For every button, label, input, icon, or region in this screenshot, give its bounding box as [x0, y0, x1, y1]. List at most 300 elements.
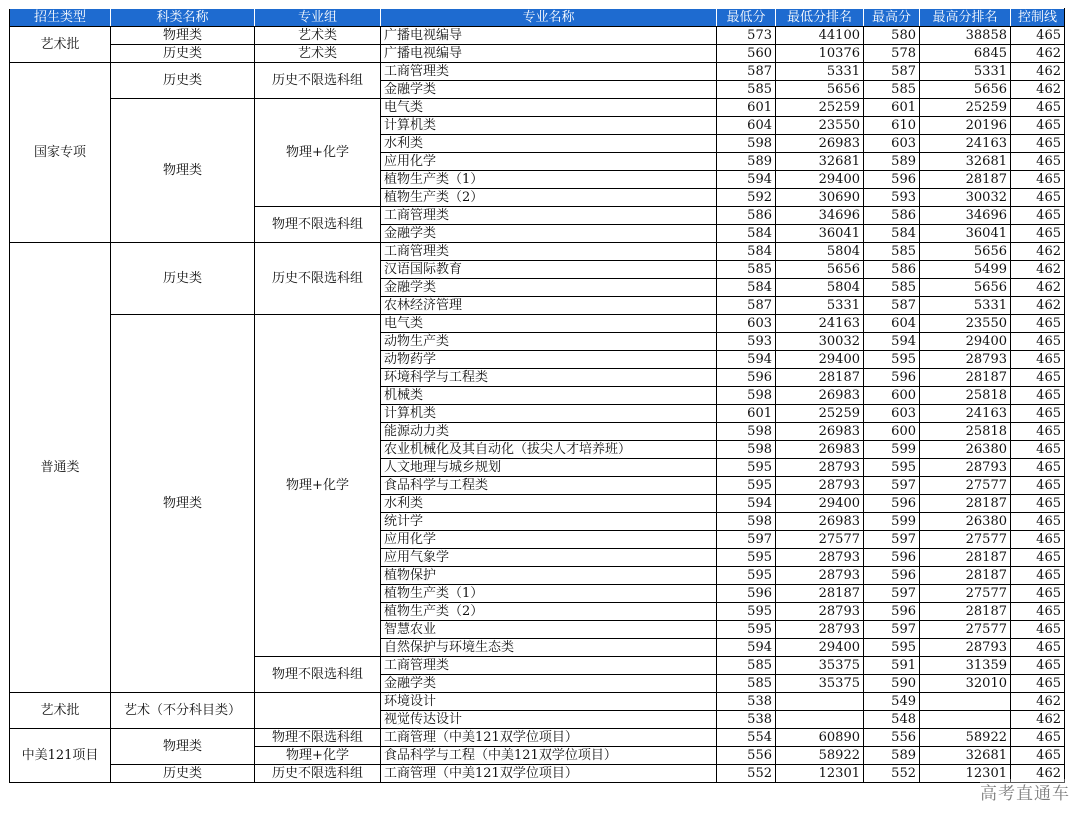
admission-scores-table: [9, 8, 1065, 783]
cell-min-score: 594: [717, 495, 776, 513]
cell-major-name: 广播电视编导: [381, 27, 717, 45]
cell-min-rank: 26983: [776, 423, 864, 441]
cell-major-group: 物理+化学: [255, 315, 381, 657]
cell-min-score: 585: [717, 81, 776, 99]
cell-major-name: 工商管理类: [381, 243, 717, 261]
cell-min-score: 598: [717, 135, 776, 153]
cell-max-score: 552: [864, 765, 920, 783]
cell-control-line: 465: [1011, 675, 1065, 693]
cell-major-name: 计算机类: [381, 405, 717, 423]
cell-max-score: 589: [864, 747, 920, 765]
cell-control-line: 465: [1011, 117, 1065, 135]
cell-major-name: 金融学类: [381, 81, 717, 99]
cell-max-rank: 6845: [920, 45, 1011, 63]
cell-max-score: 594: [864, 333, 920, 351]
cell-max-rank: 34696: [920, 207, 1011, 225]
cell-min-rank: 29400: [776, 351, 864, 369]
cell-min-rank: 28187: [776, 585, 864, 603]
cell-max-rank: 27577: [920, 621, 1011, 639]
table-row: [10, 99, 1065, 117]
cell-admission-type: 艺术批: [10, 27, 111, 63]
cell-major-name: 动物生产类: [381, 333, 717, 351]
cell-max-rank: 28793: [920, 639, 1011, 657]
cell-max-score: 596: [864, 369, 920, 387]
cell-min-score: 595: [717, 477, 776, 495]
cell-major-name: 自然保护与环境生态类: [381, 639, 717, 657]
cell-max-rank: 28793: [920, 459, 1011, 477]
cell-max-score: 556: [864, 729, 920, 747]
cell-max-score: 597: [864, 477, 920, 495]
cell-admission-type: 中美121项目: [10, 729, 111, 783]
cell-max-score: 600: [864, 387, 920, 405]
cell-major-group: 物理不限选科组: [255, 657, 381, 693]
cell-subject-category: 历史类: [111, 63, 255, 99]
cell-min-score: 595: [717, 621, 776, 639]
cell-control-line: 465: [1011, 423, 1065, 441]
table-row: [10, 27, 1065, 45]
cell-max-rank: 23550: [920, 315, 1011, 333]
cell-max-rank: 5499: [920, 261, 1011, 279]
cell-major-name: 工商管理（中美121双学位项目）: [381, 765, 717, 783]
cell-min-score: 595: [717, 603, 776, 621]
cell-major-name: 金融学类: [381, 279, 717, 297]
cell-max-rank: 5656: [920, 243, 1011, 261]
cell-major-name: 水利类: [381, 495, 717, 513]
header-min-score: 最低分: [717, 9, 776, 27]
cell-control-line: 465: [1011, 459, 1065, 477]
cell-min-score: 595: [717, 567, 776, 585]
cell-major-name: 植物生产类（2）: [381, 189, 717, 207]
cell-control-line: 465: [1011, 99, 1065, 117]
cell-max-rank: 28187: [920, 549, 1011, 567]
cell-min-score: 604: [717, 117, 776, 135]
cell-max-score: 596: [864, 549, 920, 567]
cell-major-name: 能源动力类: [381, 423, 717, 441]
cell-max-score: 596: [864, 171, 920, 189]
cell-min-score: 596: [717, 369, 776, 387]
cell-min-score: 594: [717, 639, 776, 657]
cell-major-name: 工商管理类: [381, 207, 717, 225]
cell-min-rank: 26983: [776, 387, 864, 405]
cell-major-name: 计算机类: [381, 117, 717, 135]
cell-control-line: 462: [1011, 81, 1065, 99]
cell-max-rank: 24163: [920, 405, 1011, 423]
cell-major-name: 机械类: [381, 387, 717, 405]
cell-min-rank: 25259: [776, 99, 864, 117]
cell-min-rank: 29400: [776, 639, 864, 657]
cell-major-name: 电气类: [381, 99, 717, 117]
cell-major-name: 工商管理类: [381, 63, 717, 81]
cell-major-name: 植物保护: [381, 567, 717, 585]
cell-max-rank: 28793: [920, 351, 1011, 369]
cell-control-line: 465: [1011, 495, 1065, 513]
cell-max-rank: 20196: [920, 117, 1011, 135]
cell-major-name: 应用气象学: [381, 549, 717, 567]
cell-min-score: 596: [717, 585, 776, 603]
cell-min-score: 584: [717, 243, 776, 261]
cell-min-rank: 28793: [776, 603, 864, 621]
cell-min-rank: 58922: [776, 747, 864, 765]
cell-min-rank: 5656: [776, 261, 864, 279]
cell-min-rank: 12301: [776, 765, 864, 783]
header-max-rank: 最高分排名: [920, 9, 1011, 27]
cell-major-name: 应用化学: [381, 531, 717, 549]
cell-min-rank: 26983: [776, 513, 864, 531]
cell-min-score: 554: [717, 729, 776, 747]
cell-min-rank: 26983: [776, 441, 864, 459]
cell-min-rank: 23550: [776, 117, 864, 135]
cell-control-line: 465: [1011, 207, 1065, 225]
header-min-rank: 最低分排名: [776, 9, 864, 27]
cell-control-line: 465: [1011, 171, 1065, 189]
header-subject-category: 科类名称: [111, 9, 255, 27]
cell-control-line: 462: [1011, 279, 1065, 297]
cell-control-line: 465: [1011, 27, 1065, 45]
cell-min-score: 594: [717, 171, 776, 189]
cell-max-score: 597: [864, 585, 920, 603]
cell-min-rank: 28793: [776, 477, 864, 495]
cell-max-score: 590: [864, 675, 920, 693]
cell-max-score: 580: [864, 27, 920, 45]
cell-major-name: 食品科学与工程（中美121双学位项目）: [381, 747, 717, 765]
cell-min-score: 589: [717, 153, 776, 171]
cell-max-rank: 12301: [920, 765, 1011, 783]
cell-max-score: 601: [864, 99, 920, 117]
cell-subject-category: 物理类: [111, 27, 255, 45]
cell-subject-category: 艺术（不分科目类）: [111, 693, 255, 729]
table-row: [10, 693, 1065, 711]
cell-min-rank: 28793: [776, 549, 864, 567]
cell-major-name: 植物生产类（1）: [381, 171, 717, 189]
cell-max-rank: 58922: [920, 729, 1011, 747]
cell-control-line: 465: [1011, 639, 1065, 657]
cell-major-name: 金融学类: [381, 675, 717, 693]
cell-control-line: 465: [1011, 351, 1065, 369]
cell-major-name: 食品科学与工程类: [381, 477, 717, 495]
cell-subject-category: 历史类: [111, 765, 255, 783]
cell-control-line: 462: [1011, 711, 1065, 729]
cell-max-score: 600: [864, 423, 920, 441]
cell-subject-category: 物理类: [111, 729, 255, 765]
cell-max-score: 597: [864, 531, 920, 549]
cell-admission-type: 国家专项: [10, 63, 111, 243]
cell-max-score: 603: [864, 135, 920, 153]
header-control-line: 控制线: [1011, 9, 1065, 27]
cell-max-score: 584: [864, 225, 920, 243]
cell-min-score: 595: [717, 459, 776, 477]
cell-max-rank: 31359: [920, 657, 1011, 675]
cell-min-rank: 10376: [776, 45, 864, 63]
cell-min-rank: 35375: [776, 657, 864, 675]
cell-major-name: 广播电视编导: [381, 45, 717, 63]
cell-subject-category: 物理类: [111, 315, 255, 693]
cell-major-group: 艺术类: [255, 27, 381, 45]
cell-max-rank: 27577: [920, 585, 1011, 603]
table-row: [10, 729, 1065, 747]
cell-min-score: 594: [717, 351, 776, 369]
cell-control-line: 465: [1011, 657, 1065, 675]
cell-max-rank: 27577: [920, 531, 1011, 549]
cell-control-line: 465: [1011, 567, 1065, 585]
cell-min-score: 601: [717, 99, 776, 117]
cell-major-group: 物理不限选科组: [255, 729, 381, 747]
cell-max-rank: 5656: [920, 81, 1011, 99]
table-row: [10, 45, 1065, 63]
cell-min-rank: 5331: [776, 63, 864, 81]
cell-max-rank: 30032: [920, 189, 1011, 207]
cell-min-score: 573: [717, 27, 776, 45]
cell-min-rank: 5804: [776, 243, 864, 261]
cell-min-score: 595: [717, 549, 776, 567]
cell-max-score: 603: [864, 405, 920, 423]
cell-major-name: 水利类: [381, 135, 717, 153]
cell-admission-type: 艺术批: [10, 693, 111, 729]
cell-min-score: 598: [717, 441, 776, 459]
cell-max-score: 595: [864, 351, 920, 369]
cell-min-rank: 29400: [776, 495, 864, 513]
cell-major-name: 智慧农业: [381, 621, 717, 639]
cell-control-line: 465: [1011, 135, 1065, 153]
cell-major-name: 植物生产类（1）: [381, 585, 717, 603]
cell-max-rank: 5331: [920, 297, 1011, 315]
cell-min-rank: 34696: [776, 207, 864, 225]
cell-max-score: 586: [864, 207, 920, 225]
cell-major-name: 农业机械化及其自动化（拔尖人才培养班）: [381, 441, 717, 459]
cell-max-rank: 25818: [920, 423, 1011, 441]
cell-max-rank: [920, 693, 1011, 711]
table-row: [10, 243, 1065, 261]
cell-max-rank: 25259: [920, 99, 1011, 117]
cell-major-name: 人文地理与城乡规划: [381, 459, 717, 477]
header-major-group: 专业组: [255, 9, 381, 27]
cell-max-rank: 28187: [920, 603, 1011, 621]
cell-max-score: 597: [864, 621, 920, 639]
cell-min-score: 598: [717, 423, 776, 441]
cell-min-score: 593: [717, 333, 776, 351]
header-max-score: 最高分: [864, 9, 920, 27]
cell-min-rank: 24163: [776, 315, 864, 333]
cell-control-line: 462: [1011, 261, 1065, 279]
cell-max-score: 610: [864, 117, 920, 135]
cell-min-rank: 28187: [776, 369, 864, 387]
cell-min-rank: 36041: [776, 225, 864, 243]
cell-min-rank: 5656: [776, 81, 864, 99]
cell-max-score: 548: [864, 711, 920, 729]
cell-subject-category: 历史类: [111, 45, 255, 63]
cell-max-rank: 5331: [920, 63, 1011, 81]
cell-max-score: 589: [864, 153, 920, 171]
cell-min-rank: 27577: [776, 531, 864, 549]
cell-major-name: 环境设计: [381, 693, 717, 711]
watermark-text: 高考直通车: [980, 779, 1070, 804]
cell-admission-type: 普通类: [10, 243, 111, 693]
cell-subject-category: 历史类: [111, 243, 255, 315]
cell-min-score: 585: [717, 675, 776, 693]
header-admission-type: 招生类型: [10, 9, 111, 27]
cell-min-rank: 28793: [776, 567, 864, 585]
cell-max-score: 549: [864, 693, 920, 711]
cell-max-rank: 26380: [920, 513, 1011, 531]
cell-min-score: 585: [717, 261, 776, 279]
cell-max-score: 595: [864, 459, 920, 477]
cell-min-rank: 30032: [776, 333, 864, 351]
cell-major-group: 物理+化学: [255, 99, 381, 207]
cell-control-line: 462: [1011, 693, 1065, 711]
cell-min-score: 586: [717, 207, 776, 225]
cell-major-name: 农林经济管理: [381, 297, 717, 315]
cell-max-rank: 28187: [920, 171, 1011, 189]
cell-max-score: 599: [864, 513, 920, 531]
cell-major-group: [255, 693, 381, 729]
cell-major-group: 历史不限选科组: [255, 63, 381, 99]
cell-max-rank: 32681: [920, 747, 1011, 765]
cell-control-line: 462: [1011, 45, 1065, 63]
cell-control-line: 465: [1011, 333, 1065, 351]
cell-min-score: 592: [717, 189, 776, 207]
table-row: [10, 315, 1065, 333]
cell-max-score: 604: [864, 315, 920, 333]
table-body: [10, 27, 1065, 783]
cell-min-score: 584: [717, 279, 776, 297]
cell-min-rank: [776, 693, 864, 711]
cell-control-line: 462: [1011, 297, 1065, 315]
cell-min-score: 552: [717, 765, 776, 783]
cell-min-rank: [776, 711, 864, 729]
cell-major-name: 工商管理（中美121双学位项目）: [381, 729, 717, 747]
cell-min-rank: 35375: [776, 675, 864, 693]
cell-min-score: 556: [717, 747, 776, 765]
cell-control-line: 465: [1011, 549, 1065, 567]
cell-max-rank: 27577: [920, 477, 1011, 495]
cell-min-score: 538: [717, 693, 776, 711]
cell-major-name: 视觉传达设计: [381, 711, 717, 729]
cell-major-name: 统计学: [381, 513, 717, 531]
cell-max-score: 595: [864, 639, 920, 657]
cell-control-line: 465: [1011, 729, 1065, 747]
cell-control-line: 465: [1011, 405, 1065, 423]
cell-max-score: 591: [864, 657, 920, 675]
cell-max-score: 587: [864, 63, 920, 81]
cell-major-name: 应用化学: [381, 153, 717, 171]
cell-min-score: 587: [717, 63, 776, 81]
cell-min-score: 601: [717, 405, 776, 423]
cell-major-group: 艺术类: [255, 45, 381, 63]
cell-max-score: 596: [864, 603, 920, 621]
cell-max-rank: 36041: [920, 225, 1011, 243]
cell-max-score: 593: [864, 189, 920, 207]
cell-min-rank: 28793: [776, 459, 864, 477]
cell-min-score: 598: [717, 387, 776, 405]
cell-max-rank: 5656: [920, 279, 1011, 297]
cell-major-group: 物理不限选科组: [255, 207, 381, 243]
cell-control-line: 465: [1011, 621, 1065, 639]
cell-max-rank: 28187: [920, 495, 1011, 513]
cell-max-score: 585: [864, 279, 920, 297]
cell-major-group: 物理+化学: [255, 747, 381, 765]
cell-max-rank: 32681: [920, 153, 1011, 171]
cell-min-rank: 32681: [776, 153, 864, 171]
cell-major-name: 植物生产类（2）: [381, 603, 717, 621]
cell-min-rank: 26983: [776, 135, 864, 153]
header-major-name: 专业名称: [381, 9, 717, 27]
cell-major-name: 汉语国际教育: [381, 261, 717, 279]
cell-max-rank: 38858: [920, 27, 1011, 45]
cell-major-name: 工商管理类: [381, 657, 717, 675]
cell-major-group: 历史不限选科组: [255, 765, 381, 783]
cell-min-rank: 5804: [776, 279, 864, 297]
cell-max-score: 586: [864, 261, 920, 279]
cell-min-rank: 5331: [776, 297, 864, 315]
cell-max-score: 578: [864, 45, 920, 63]
cell-major-name: 金融学类: [381, 225, 717, 243]
header-row: [10, 9, 1065, 27]
cell-min-score: 603: [717, 315, 776, 333]
table-row: [10, 765, 1065, 783]
cell-min-score: 598: [717, 513, 776, 531]
cell-max-rank: [920, 711, 1011, 729]
cell-control-line: 465: [1011, 513, 1065, 531]
cell-control-line: 465: [1011, 531, 1065, 549]
cell-control-line: 462: [1011, 63, 1065, 81]
cell-max-score: 596: [864, 567, 920, 585]
cell-min-score: 597: [717, 531, 776, 549]
cell-control-line: 465: [1011, 189, 1065, 207]
table-row: [10, 63, 1065, 81]
cell-control-line: 465: [1011, 387, 1065, 405]
cell-control-line: 465: [1011, 585, 1065, 603]
cell-control-line: 465: [1011, 369, 1065, 387]
cell-control-line: 465: [1011, 225, 1065, 243]
cell-max-rank: 28187: [920, 369, 1011, 387]
cell-max-rank: 29400: [920, 333, 1011, 351]
cell-max-score: 585: [864, 81, 920, 99]
cell-control-line: 465: [1011, 603, 1065, 621]
cell-major-name: 环境科学与工程类: [381, 369, 717, 387]
cell-max-rank: 32010: [920, 675, 1011, 693]
cell-max-score: 599: [864, 441, 920, 459]
cell-min-score: 585: [717, 657, 776, 675]
cell-min-rank: 29400: [776, 171, 864, 189]
cell-min-score: 560: [717, 45, 776, 63]
cell-max-score: 587: [864, 297, 920, 315]
cell-major-name: 动物药学: [381, 351, 717, 369]
cell-max-rank: 25818: [920, 387, 1011, 405]
cell-min-rank: 28793: [776, 621, 864, 639]
cell-max-rank: 26380: [920, 441, 1011, 459]
cell-control-line: 465: [1011, 153, 1065, 171]
cell-min-rank: 25259: [776, 405, 864, 423]
cell-max-score: 585: [864, 243, 920, 261]
cell-control-line: 465: [1011, 315, 1065, 333]
cell-max-rank: 24163: [920, 135, 1011, 153]
cell-max-score: 596: [864, 495, 920, 513]
cell-min-score: 584: [717, 225, 776, 243]
cell-min-score: 538: [717, 711, 776, 729]
cell-control-line: 465: [1011, 477, 1065, 495]
cell-min-score: 587: [717, 297, 776, 315]
cell-control-line: 462: [1011, 243, 1065, 261]
cell-major-name: 电气类: [381, 315, 717, 333]
cell-subject-category: 物理类: [111, 99, 255, 243]
cell-min-rank: 30690: [776, 189, 864, 207]
cell-control-line: 462: [1011, 765, 1065, 783]
cell-control-line: 465: [1011, 747, 1065, 765]
cell-min-rank: 60890: [776, 729, 864, 747]
cell-control-line: 465: [1011, 441, 1065, 459]
cell-max-rank: 28187: [920, 567, 1011, 585]
cell-major-group: 历史不限选科组: [255, 243, 381, 315]
cell-min-rank: 44100: [776, 27, 864, 45]
